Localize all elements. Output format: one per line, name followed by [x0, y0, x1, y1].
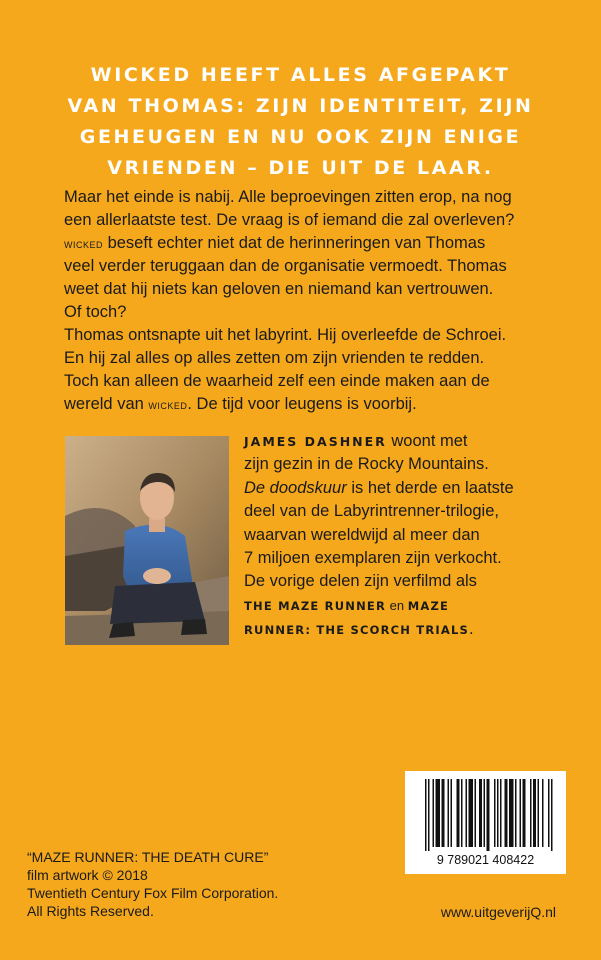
credit-line: “MAZE RUNNER: THE DEATH CURE”: [27, 849, 269, 865]
blurb-segment: . De tijd voor leugens is voorbij.: [187, 395, 417, 413]
barcode-bar: [448, 779, 450, 847]
credit-line: Twentieth Century Fox Film Corporation.: [27, 885, 279, 901]
barcode-bar: [505, 779, 508, 847]
author-photo: [65, 436, 229, 645]
bio-line: [244, 618, 574, 642]
bio-segment: .: [469, 620, 474, 639]
barcode-bar: [515, 779, 517, 847]
barcode-bar: [436, 779, 441, 847]
barcode-bar: [530, 779, 532, 847]
blurb-line: een allerlaatste test. De vraag is of iemand die zal overleven?: [64, 211, 515, 229]
bio-line: De vorige delen zijn verfilmd als: [244, 572, 477, 591]
bio-segment: woont met: [386, 432, 468, 450]
headline-line: VRIENDEN – DIE UIT DE LAAR.: [107, 157, 494, 179]
barcode-bar: [466, 779, 468, 847]
blurb-line: Of toch?: [64, 303, 127, 321]
barcode-bar: [551, 779, 553, 851]
blurb-line: En hij zal alles op alles zetten om zijn vrienden te redden.: [64, 349, 485, 367]
blurb-segment: wereld van: [64, 395, 149, 413]
bio-line: [244, 594, 574, 618]
film-title: THE MAZE RUNNER: [244, 598, 387, 613]
blurb-segment: beseft echter niet dat de herinneringen van Thomas: [103, 234, 486, 252]
barcode-bar: [479, 779, 482, 847]
credit-line: All Rights Reserved.: [27, 903, 154, 919]
barcode-bar: [548, 779, 550, 847]
bio-line: [244, 477, 574, 500]
blurb-line: Toch kan alleen de waarheid zelf een einde maken aan de: [64, 372, 490, 390]
barcode-bar: [487, 779, 490, 851]
book-title: De doodskuur: [244, 478, 347, 497]
headline-line: VAN THOMAS: ZIJN IDENTITEIT, ZIJN: [67, 95, 534, 117]
barcode-bar: [461, 779, 463, 847]
barcode-bar: [509, 779, 514, 847]
barcode-bar: [484, 779, 486, 847]
blurb-line: weet dat hij niets kan geloven en niemand kan vertrouwen.: [64, 280, 494, 298]
barcode-bar: [442, 779, 445, 847]
barcode-bar: [497, 779, 499, 847]
bio-line: [244, 430, 574, 453]
credit-line: film artwork © 2018: [27, 867, 148, 883]
blurb-text: [64, 186, 544, 416]
barcode-bar: [469, 779, 474, 847]
back-cover-headline: [30, 60, 571, 184]
bio-segment: en: [386, 597, 408, 613]
headline-line: WICKED HEEFT ALLES AFGEPAKT: [90, 64, 511, 86]
bio-line: deel van de Labyrintrenner-trilogie,: [244, 502, 499, 521]
headline-line: GEHEUGEN EN NU OOK ZIJN ENIGE: [79, 126, 522, 148]
film-title: RUNNER: THE SCORCH TRIALS: [244, 623, 469, 638]
blurb-line: Thomas ontsnapte uit het labyrint. Hij overleefde de Schroei.: [64, 326, 507, 344]
barcode-bar: [428, 779, 430, 851]
film-credits: [27, 848, 347, 920]
barcode-bar: [457, 779, 460, 847]
film-title: MAZE: [407, 598, 450, 613]
bio-segment: is het derde en laatste: [346, 478, 514, 497]
wicked-word: wicked: [148, 397, 188, 412]
bio-line: waarvan wereldwijd al meer dan: [244, 525, 480, 544]
blurb-line: veel verder teruggaan dan de organisatie vermoedt. Thomas: [64, 257, 507, 275]
barcode-bar: [520, 779, 522, 847]
blurb-line: [64, 393, 544, 416]
blurb-line: Maar het einde is nabij. Alle beproevingen zitten erop, na nog: [64, 188, 512, 206]
barcode-bar: [475, 779, 477, 847]
barcode-bar: [523, 779, 526, 847]
barcode-number: 9 789021 408422: [436, 853, 535, 867]
barcode-bar: [538, 779, 540, 847]
blurb-line: [64, 232, 544, 255]
author-bio: [244, 430, 574, 643]
bio-line: zijn gezin in de Rocky Mountains.: [244, 455, 489, 474]
bio-line: 7 miljoen exemplaren zijn verkocht.: [244, 549, 502, 568]
author-name: JAMES DASHNER: [244, 434, 387, 449]
barcode-bar: [500, 779, 502, 847]
isbn-barcode: [405, 771, 566, 874]
barcode-bars: [425, 779, 553, 851]
barcode-bar: [494, 779, 496, 847]
barcode-bar: [425, 779, 427, 851]
barcode-bar: [542, 779, 544, 847]
wicked-word: wicked: [64, 236, 103, 251]
barcode-bar: [433, 779, 435, 847]
publisher-website: www.uitgeverijQ.nl: [440, 904, 556, 920]
barcode-bar: [451, 779, 453, 847]
barcode-bar: [533, 779, 536, 847]
